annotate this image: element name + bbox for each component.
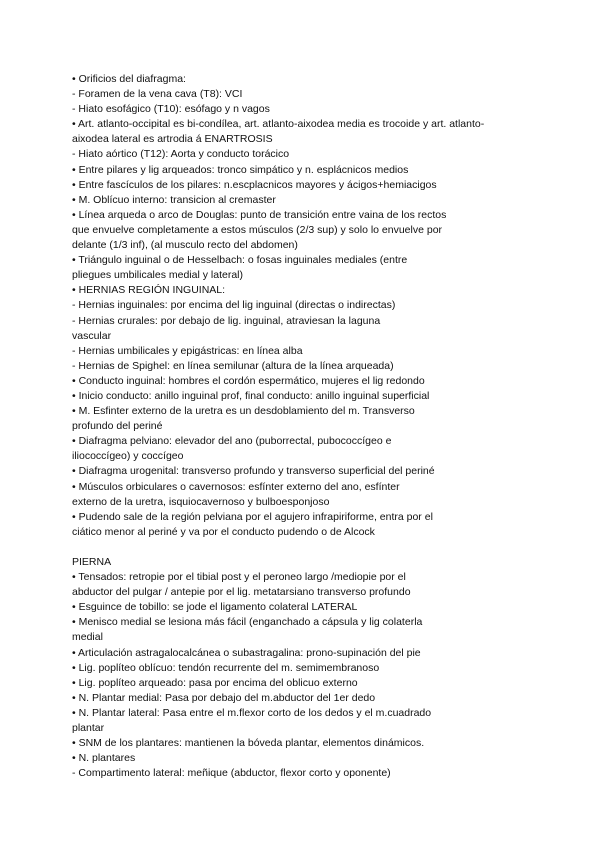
text-line: - Hernias inguinales: por encima del lig inguinal (directas o indirectas) xyxy=(72,299,396,312)
text-line: • N. Plantar lateral: Pasa entre el m.flexor corto de los dedos y el m.cuadrado xyxy=(72,706,432,719)
text-line: • Inicio conducto: anillo inguinal prof, final conducto: anillo inguinal superficial xyxy=(72,389,430,402)
text-line: aixodea lateral es artrodia á ENARTROSIS xyxy=(72,133,273,146)
text-line: • Lig. poplíteo oblícuo: tendón recurrente del m. semimembranoso xyxy=(72,661,380,674)
text-line: externo de la uretra, isquiocavernoso y bulboesponjoso xyxy=(72,495,330,508)
text-line: • M. Oblícuo interno: transicion al cremaster xyxy=(72,193,276,206)
text-line: vascular xyxy=(72,329,112,342)
text-line: • M. Esfinter externo de la uretra es un desdoblamiento del m. Transverso xyxy=(72,405,415,418)
text-line: medial xyxy=(72,631,103,644)
text-line: - Compartimento lateral: meñique (abductor, flexor corto y oponente) xyxy=(72,767,391,780)
text-line: • Orificios del diafragma: xyxy=(72,73,186,85)
text-line: ciático menor al periné y va por el conducto pudendo o de Alcock xyxy=(72,525,375,538)
text-line: • Tensados: retropie por el tibial post y el peroneo largo /mediopie por el xyxy=(72,571,406,584)
text-line: • Diafragma urogenital: transverso profundo y transverso superficial del periné xyxy=(72,465,435,478)
text-line: PIERNA xyxy=(72,556,112,568)
text-line: • Menisco medial se lesiona más fácil (enganchado a cápsula y lig colaterla xyxy=(72,616,423,629)
leg-notes-section xyxy=(72,555,560,781)
diaphragm-pelvis-notes-section xyxy=(72,72,560,540)
text-line: • Triángulo inguinal o de Hesselbach: o fosas inguinales mediales (entre xyxy=(72,254,408,267)
text-line: delante (1/3 inf), (al musculo recto del abdomen) xyxy=(72,239,298,252)
text-line: • Lig. poplíteo arqueado: pasa por encima del oblicuo externo xyxy=(72,676,358,689)
text-line: • Línea arqueda o arco de Douglas: punto de transición entre vaina de los rectos xyxy=(72,208,447,221)
text-line: que envuelve completamente a estos músculos (2/3 sup) y solo lo envuelve por xyxy=(72,223,443,236)
text-line: • HERNIAS REGIÓN INGUINAL: xyxy=(72,284,226,297)
text-line: • SNM de los plantares: mantienen la bóveda plantar, elementos dinámicos. xyxy=(72,737,425,750)
text-line: iliococcígeo) y coccígeo xyxy=(72,450,184,463)
text-line: abductor del pulgar / antepie por el lig. metatarsiano transverso profundo xyxy=(72,586,411,599)
text-line: - Hernias umbilicales y epigástricas: en línea alba xyxy=(72,344,303,357)
text-line: • Entre fascículos de los pilares: n.escplacnicos mayores y ácigos+hemiacigos xyxy=(72,178,437,191)
text-line: • Diafragma pelviano: elevador del ano (puborrectal, pubococcígeo e xyxy=(72,435,392,448)
section-gap xyxy=(72,540,560,555)
text-line: - Hernias de Spighel: en línea semilunar (altura de la línea arqueada) xyxy=(72,359,394,372)
text-line: • Conducto inguinal: hombres el cordón espermático, mujeres el lig redondo xyxy=(72,374,425,387)
text-line: • Entre pilares y lig arqueados: tronco simpático y n. esplácnicos medios xyxy=(72,163,409,176)
text-line: - Hernias crurales: por debajo de lig. inguinal, atraviesan la laguna xyxy=(72,314,381,327)
text-line: plantar xyxy=(72,722,105,735)
text-line: • N. Plantar medial: Pasa por debajo del m.abductor del 1er dedo xyxy=(72,691,376,704)
text-line: - Hiato aórtico (T12): Aorta y conducto torácico xyxy=(72,148,290,161)
text-line: • Pudendo sale de la región pelviana por el agujero infrapiriforme, entra por el xyxy=(72,510,433,523)
text-line: - Foramen de la vena cava (T8): VCI xyxy=(72,88,243,101)
text-line: • Músculos orbiculares o cavernosos: esfínter externo del ano, esfínter xyxy=(72,480,400,493)
text-line: • Esguince de tobillo: se jode el ligamento colateral LATERAL xyxy=(72,601,358,614)
text-line: • N. plantares xyxy=(72,752,136,765)
text-line: profundo del periné xyxy=(72,420,163,433)
text-line: - Hiato esofágico (T10): esófago y n vagos xyxy=(72,103,270,116)
text-line: • Articulación astragalocalcánea o subastragalina: prono-supinación del pie xyxy=(72,646,421,659)
text-line: pliegues umbilicales medial y lateral) xyxy=(72,269,243,282)
text-line: • Art. atlanto-occipital es bi-condílea, art. atlanto-aixodea media es trocoide y art. atlanto- xyxy=(72,118,485,131)
